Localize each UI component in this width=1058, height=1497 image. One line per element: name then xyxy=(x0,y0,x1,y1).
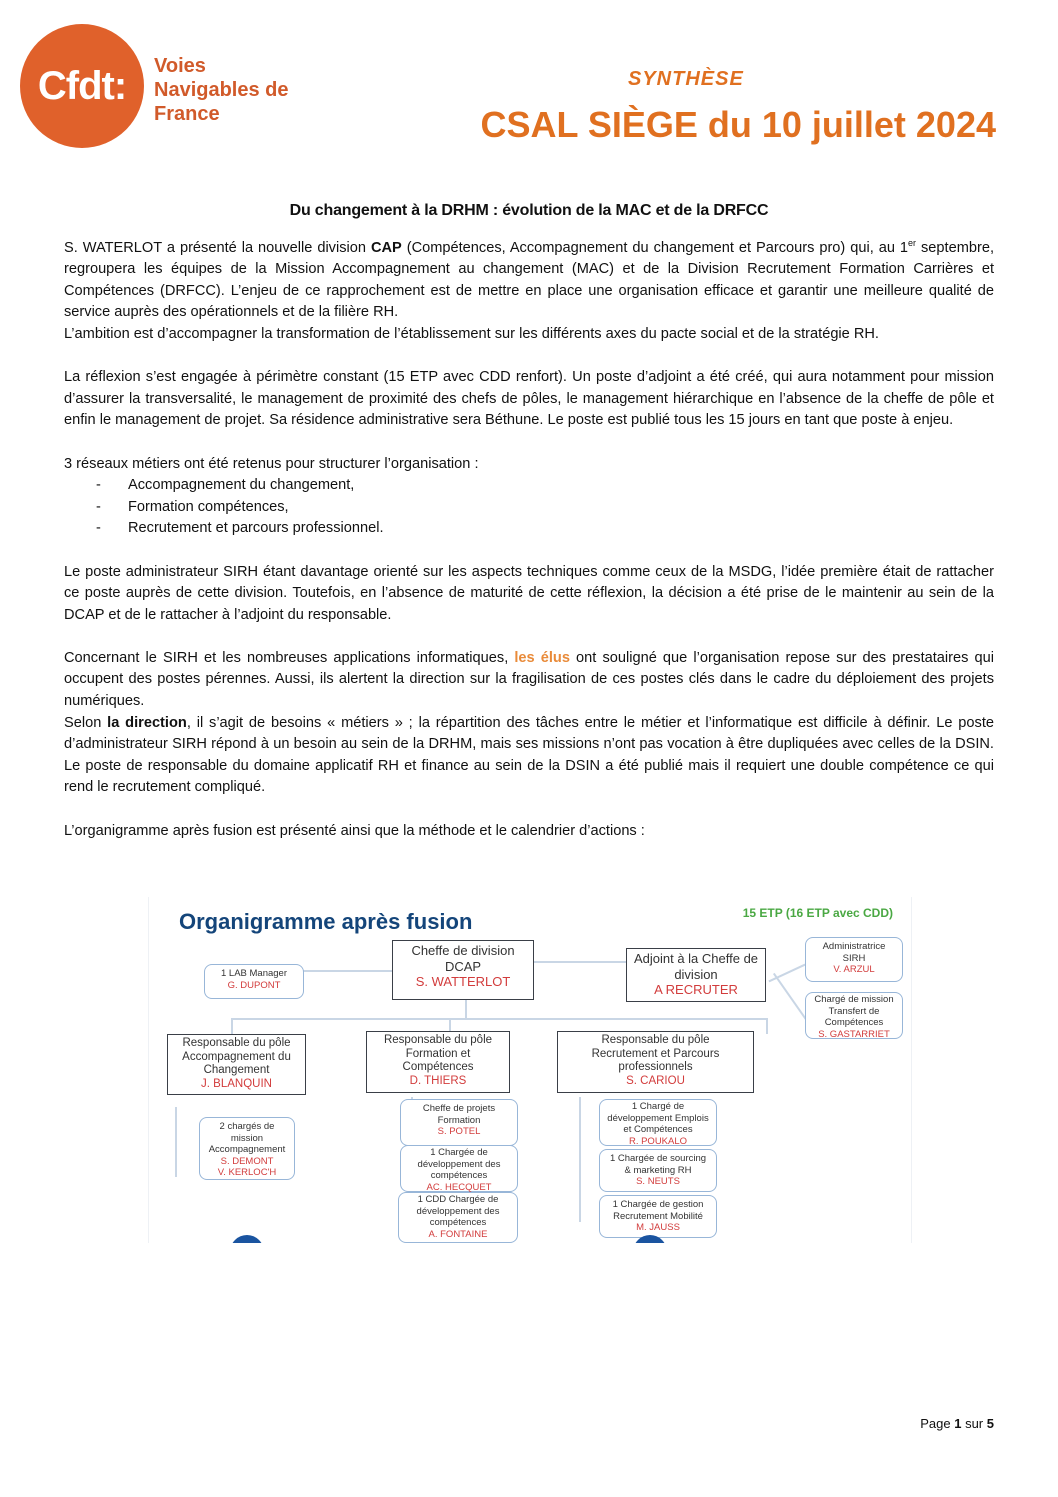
paragraph-4: 3 réseaux métiers ont été retenus pour structurer l’organisation : xyxy=(64,455,479,472)
document-subtitle: SYNTHÈSE xyxy=(628,68,744,90)
org-box-hecquet: 1 Chargée de développement des compétences AC. HECQUET xyxy=(400,1145,518,1192)
org-box-potel: Cheffe de projets Formation S. POTEL xyxy=(400,1099,518,1146)
list-item: - Formation compétences, xyxy=(64,497,994,519)
org-box-deputy: Adjoint à la Cheffe de division A RECRUTER xyxy=(626,948,766,1002)
org-name xyxy=(154,54,289,126)
org-name-line: France xyxy=(154,103,220,125)
org-chart-image xyxy=(148,897,912,1243)
org-box-lab: 1 LAB Manager G. DUPONT xyxy=(204,964,304,999)
org-box-neuts: 1 Chargée de sourcing & marketing RH S. NEUTS xyxy=(599,1149,717,1192)
blue-circle-icon xyxy=(230,1235,264,1243)
document-body xyxy=(64,200,994,842)
etp-count: 15 ETP (16 ETP avec CDD) xyxy=(742,906,893,920)
section-title: Du changement à la DRHM : évolution de la MAC et de la DRFCC xyxy=(289,202,769,219)
org-box-head: Cheffe de division DCAP S. WATTERLOT xyxy=(392,940,534,1000)
logo-text: Cfdt: xyxy=(37,63,127,108)
org-box-pole1: Responsable du pôle Accompagnement du Changement J. BLANQUIN xyxy=(167,1034,306,1095)
elus-highlight: les élus xyxy=(514,649,570,666)
org-box-pole2: Responsable du pôle Formation et Compétences D. THIERS xyxy=(366,1031,510,1093)
org-name-line: Voies xyxy=(154,55,206,77)
page-number: Page 1 sur 5 xyxy=(920,1416,994,1431)
org-box-mission: Chargé de mission Transfert de Compétences S. GASTARRIET xyxy=(805,992,903,1039)
paragraph-2: L’ambition est d’accompagner la transformation de l’établissement sur les différents axes du pacte social et de la stratégie RH. xyxy=(64,325,879,342)
org-box-jauss: 1 Chargée de gestion Recrutement Mobilité M. JAUSS xyxy=(599,1195,717,1238)
org-box-poukalo: 1 Chargé de développement Emplois et Compétences R. POUKALO xyxy=(599,1099,717,1146)
org-box-accompagnement: 2 chargés de mission Accompagnement S. DEMONT V. KERLOC'H xyxy=(199,1117,295,1180)
cfdt-logo xyxy=(20,24,144,148)
list-item: - Accompagnement du changement, xyxy=(64,475,994,497)
paragraph-5: Le poste administrateur SIRH étant davantage orienté sur les aspects techniques comme ceux de la MSDG, l’idée première était de rattacher ce poste auprès de cette division. Toutefois, en l’absence de maturité de cette réflexion, la décision a été prise de le maintenir au sein de la DCAP et de le rattacher à l’adjoint du responsable. xyxy=(64,563,994,623)
paragraph-3: La réflexion s’est engagée à périmètre constant (15 ETP avec CDD renfort). Un poste d’adjoint a été créé, qui aura notamment pour mission d’assurer la transversalité, le management de proximité des chefs de pôles, le management hiérarchique en l’absence de la cheffe de pôle et enfin le management de projet. Sa résidence administrative sera Béthune. Le poste est publié tous les 15 jours en tant que poste à enjeu. xyxy=(64,369,994,429)
org-name-line: Navigables de xyxy=(154,79,289,101)
paragraph-7: Selon la direction, il s’agit de besoins « métiers » ; la répartition des tâches entre le métier et l’informatique est difficile à définir. Le poste d’administrateur SIRH répond à un besoin au sein de la DRHM, mais ses missions n’ont pas vocation à être dupliquées avec celles de la DSIN. Le poste de responsable du domaine applicatif RH et finance au sein de la DSIN a été publié mais il requiert une double compétence ce qui rend le recrutement compliqué. xyxy=(64,714,994,796)
org-box-admin: Administratrice SIRH V. ARZUL xyxy=(805,937,903,982)
org-box-pole3: Responsable du pôle Recrutement et Parcours professionnels S. CARIOU xyxy=(557,1031,754,1093)
paragraph-8: L’organigramme après fusion est présenté ainsi que la méthode et le calendrier d’actions : xyxy=(64,822,645,839)
document-title: CSAL SIÈGE du 10 juillet 2024 xyxy=(480,104,996,145)
network-list xyxy=(64,475,994,540)
paragraph-1: S. WATERLOT a présenté la nouvelle division CAP (Compétences, Accompagnement du changement et Parcours pro) qui, au 1er septembre, regroupera les équipes de la Mission Accompagnement au changement (MAC) et de la Division Recrutement Formation Carrières et Compétences (DRFCC). L’enjeu de ce rapprochement est de mettre en place une organisation efficace et garantir une meilleure qualité de service auprès des opérationnels et de la filière RH. xyxy=(64,237,995,321)
org-box-fontaine: 1 CDD Chargée de développement des compétences A. FONTAINE xyxy=(398,1192,518,1243)
list-item: - Recrutement et parcours professionnel. xyxy=(64,518,994,540)
paragraph-6: Concernant le SIRH et les nombreuses applications informatiques, les élus ont souligné que l’organisation repose sur des prestataires qui occupent des postes pérennes. Aussi, ils alertent la direction sur la fragilisation de ces postes clés dans le cadre du déploiement des projets numériques. xyxy=(64,649,994,710)
org-chart-title: Organigramme après fusion xyxy=(179,909,473,934)
